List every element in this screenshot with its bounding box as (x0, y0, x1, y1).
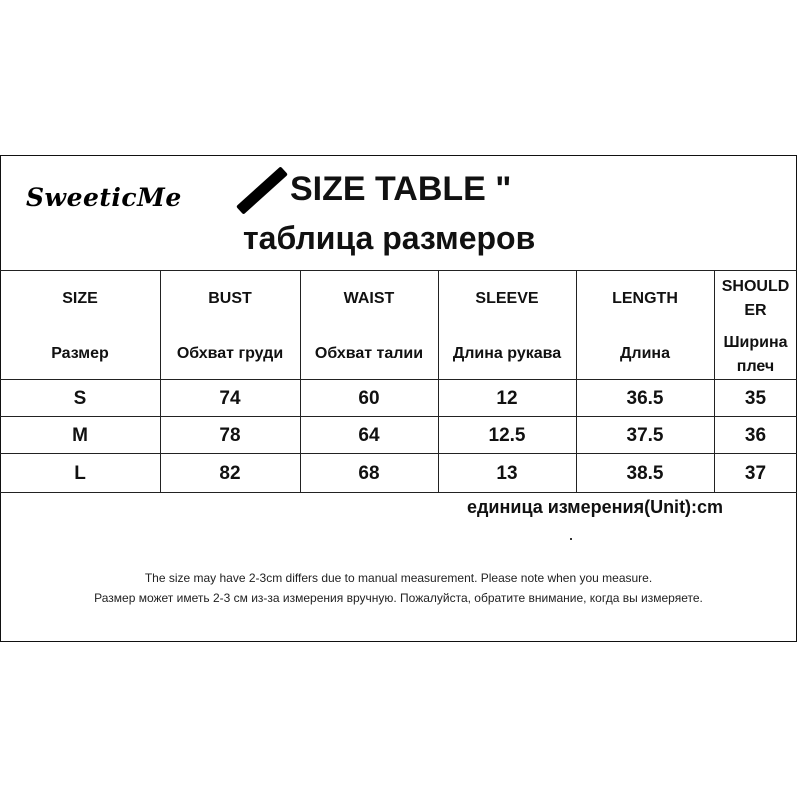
note-english: The size may have 2-3cm differs due to manual measurement. Please note when you measure. (144, 571, 653, 585)
table-cell: 60 (358, 388, 380, 409)
table-cell: 36.5 (626, 388, 664, 409)
table-cell: 37 (744, 463, 767, 484)
header-bust-ru: Обхват груди (176, 345, 284, 362)
header-shoulder-ru-2: плеч (736, 358, 775, 375)
header-size: SIZE (62, 290, 98, 307)
table-cell: 64 (358, 425, 380, 446)
header-bust: BUST (208, 290, 252, 307)
table-cell: 13 (496, 463, 518, 484)
table-cell: L (74, 463, 86, 484)
header-bottom-border (0, 379, 797, 380)
table-cell: 74 (219, 388, 241, 409)
table-cell: 68 (358, 463, 380, 484)
unit-note: единица измерения(Unit):cm (467, 497, 724, 517)
header-size-ru: Размер (51, 345, 109, 362)
table-cell: M (72, 425, 88, 446)
table-cell: 38.5 (626, 463, 664, 484)
table-bottom-border (0, 492, 797, 493)
header-waist-ru: Обхват талии (314, 345, 424, 362)
header-length: LENGTH (612, 290, 678, 307)
brand-logo: SweeticMe (26, 183, 182, 212)
header-waist: WAIST (343, 290, 395, 307)
header-shoulder: SHOULD (721, 278, 790, 295)
table-cell: 12.5 (488, 425, 526, 446)
table-cell: 78 (219, 425, 241, 446)
table-cell: 37.5 (626, 425, 664, 446)
stray-dot (570, 538, 572, 540)
header-sleeve: SLEEVE (475, 290, 539, 307)
table-cell: 36 (744, 425, 767, 446)
row-divider (0, 416, 797, 417)
table-cell: 35 (744, 388, 767, 409)
page-subtitle: таблица размеров (243, 220, 536, 256)
table-cell: 82 (219, 463, 241, 484)
row-divider (0, 453, 797, 454)
page-title: SIZE TABLE " (290, 170, 512, 208)
note-russian: Размер может иметь 2-3 см из-за измерения вручную. Пожалуйста, обратите внимание, когда вы измеряете. (94, 591, 703, 605)
table-top-border (0, 270, 797, 271)
header-sleeve-ru: Длина рукава (452, 345, 562, 362)
header-length-ru: Длина (620, 345, 670, 362)
table-cell: 12 (496, 388, 518, 409)
table-cell: S (73, 388, 87, 409)
header-shoulder-2: ER (744, 302, 767, 319)
header-shoulder-ru: Ширина (723, 334, 788, 351)
